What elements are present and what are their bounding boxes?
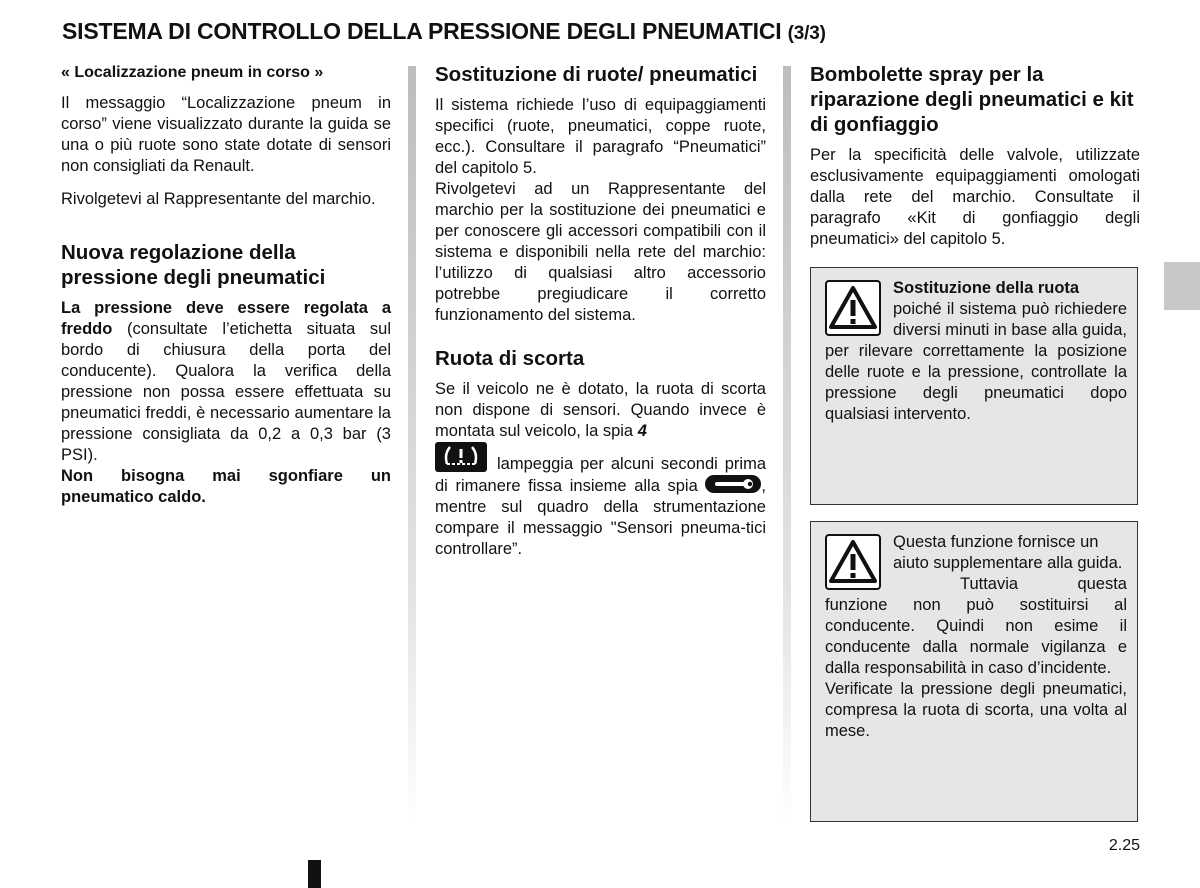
page-number: 2.25	[1108, 837, 1140, 854]
spare-wheel-heading: Ruota di scorta	[435, 347, 585, 370]
page-title	[62, 18, 1162, 45]
spare-wheel-paragraph	[435, 379, 766, 560]
localization-subheading: « Localizzazione pneum in corso »	[61, 64, 324, 81]
warning-light-number: 4	[637, 422, 647, 440]
warning-box-wheel-replacement	[810, 267, 1138, 505]
localization-paragraph: Il messaggio “Localizzazione pneum in corso” viene visualizzato durante la guida se una o più ruote sono state dotate di sensori non consigliati da Renault.	[61, 94, 391, 175]
wheel-replacement-heading: Sostituzione di ruote/ pneumatici	[435, 63, 758, 86]
tire-pressure-warning-icon	[435, 442, 487, 472]
no-deflate-bold-text: Non bisogna mai sgonfiare un pneumatico caldo.	[61, 467, 391, 506]
warning2-intro: Questa funzione fornisce un aiuto supplementare alla guida.	[893, 533, 1123, 572]
column-left	[61, 62, 391, 520]
no-deflate-paragraph	[61, 466, 391, 508]
warning-triangle-icon	[825, 280, 881, 336]
warning2-check: Verificate la pressione degli pneumatici, compresa la ruota di scorta, una volta al mese.	[825, 680, 1127, 740]
page-title-part: (3/3)	[787, 23, 826, 44]
column-separator	[408, 66, 416, 826]
warning1-title: Sostituzione della ruota	[893, 279, 1080, 297]
equipment-paragraph: Il sistema richiede l’uso di equipaggiamenti specifici (ruote, pneumatici, coppe ruote, ecc.). Consultare il paragrafo “Pneumatici” del capitolo 5.	[435, 96, 766, 177]
chapter-tab	[1164, 262, 1200, 310]
contact-dealer-paragraph: Rivolgetevi al Rappresentante del marchio.	[61, 190, 376, 208]
spare-text-a: Se il veicolo ne è dotato, la ruota di scorta non dispone di sensori. Quando invece è montata sul veicolo, la spia	[435, 380, 766, 440]
wrench-service-icon	[705, 475, 761, 493]
column-separator	[783, 66, 791, 826]
dealer-paragraph: Rivolgetevi ad un Rappresentante del marchio per la sostituzione dei pneumatici e per conoscere gli accessori compatibili con il sistema e disponibili nella rete del marchio: l’utilizzo di qualsiasi altro accessorio potrebbe pregiudicare il corretto funzionamento del sistema.	[435, 180, 766, 324]
warning-triangle-icon	[825, 534, 881, 590]
warning1-text: poiché il sistema può richiedere diversi minuti in base alla guida, per rilevare correttamente la posizione delle ruote e la pressione, controllate la pressione degli pneumatici dopo qualsiasi intervento.	[825, 300, 1127, 423]
pressure-bold-text: La pressione deve essere regolata a freddo	[61, 299, 391, 338]
spare-text-b: lampeggia per alcuni secondi prima di rimanere fissa insieme alla spia	[435, 455, 766, 495]
repair-kit-paragraph: Per la specificità delle valvole, utilizzate esclusivamente equipaggiamenti omologati dalla rete del marchio. Consultate il paragrafo «Kit di gonfiaggio degli pneumatici» del capitolo 5.	[810, 146, 1140, 248]
pressure-text: (consultate l’etichetta situata sul bordo di chiusura della porta del conducente). Qualora la verifica della pressione non possa essere effettuata su pneumatici freddi, è necessario aumentare la pressione consigliata da 0,2 a 0,3 bar (3 PSI).	[61, 320, 391, 464]
repair-kit-heading: Bombolette spray per la riparazione degli pneumatici e kit di gonfiaggio	[810, 63, 1134, 136]
pressure-paragraph	[61, 298, 391, 466]
new-pressure-heading: Nuova regolazione della pressione degli pneumatici	[61, 241, 326, 289]
warning-box-driving-aid	[810, 521, 1138, 822]
page-title-main: SISTEMA DI CONTROLLO DELLA PRESSIONE DEGLI PNEUMATICI	[62, 18, 782, 44]
crop-mark	[308, 860, 321, 888]
warning2-body: Tuttavia questa funzione non può sostituirsi al conducente. Quindi non esime il conducente dalla normale vigilanza e dalla responsabilità in caso d’incidente.	[825, 575, 1127, 677]
spare-text-c: , mentre sul quadro della strumentazione compare il messaggio "Sensori pneuma-tici controllare”.	[435, 477, 766, 558]
column-middle	[435, 62, 766, 572]
column-right	[810, 62, 1140, 262]
